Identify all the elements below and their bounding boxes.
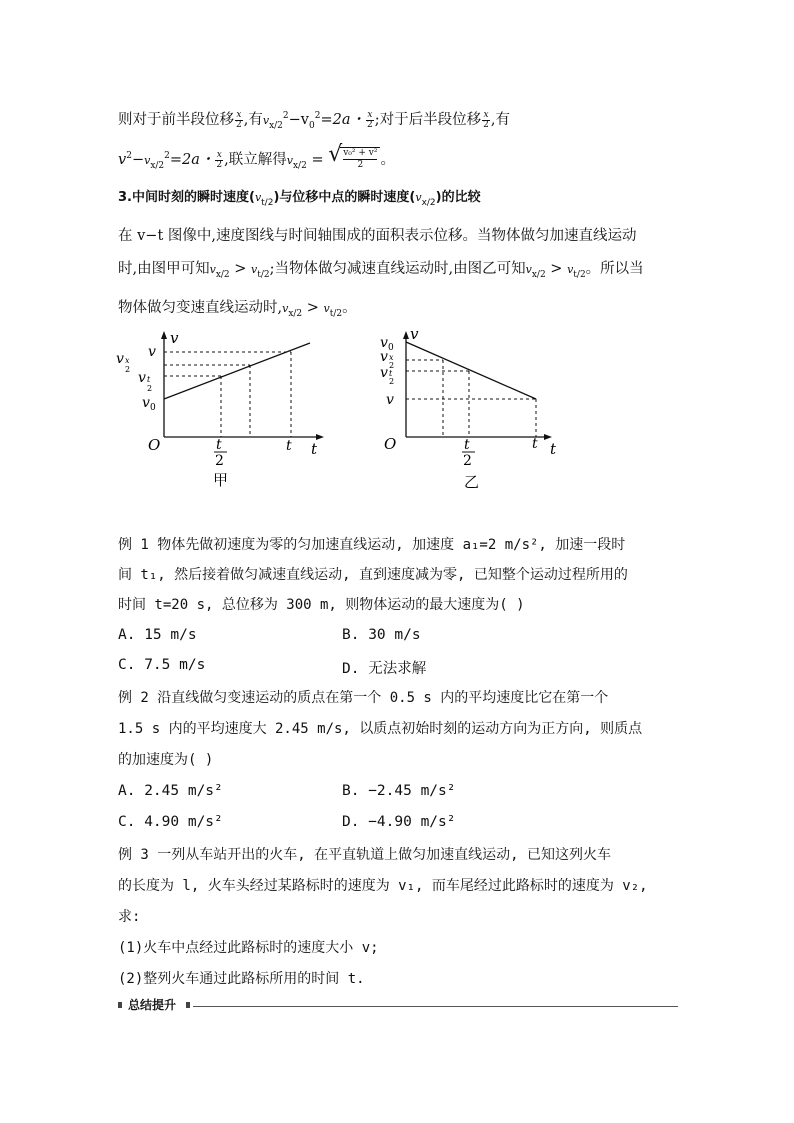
tick-vx2-sub: x — [125, 356, 130, 365]
text: −v — [288, 112, 309, 128]
summary-label: 总结提升 — [128, 998, 177, 1012]
intro-line-2: $v^2-v_{x/2}^2=2a$・ $\frac{x}{2}$ ,联立解得$v_{x/2}$ = √ $\frac{\text{v₀² + v²}}{2}$ 。 — [118, 142, 395, 171]
ex2-line-2: 1.5 s 内的平均速度大 2.45 m/s, 以质点初始时刻的运动方向为正方向, 则质点 — [118, 721, 643, 737]
x-label: t — [311, 440, 318, 458]
tick-vt2-sub: t — [147, 375, 151, 384]
text: − — [131, 152, 145, 168]
tick-vx2: v — [380, 349, 388, 365]
summary-divider — [118, 998, 678, 1012]
ex2-line-1: 例 2 沿直线做匀变速运动的质点在第一个 0.5 s 内的平均速度比它在第一个 — [118, 690, 609, 706]
text: > — [229, 261, 252, 277]
text: 时,由图甲可知 — [118, 261, 210, 277]
tick-t: t — [286, 438, 292, 454]
frac-x-2: $\frac{x}{2}$ — [236, 109, 242, 130]
tick-t2-den: 2 — [463, 453, 472, 469]
text: 。 — [342, 300, 357, 316]
x-arrow-icon — [316, 434, 324, 440]
caption-yi: 乙 — [464, 473, 480, 491]
tick-t2-den: 2 — [215, 453, 224, 469]
ex3-question-2: (2)整列火车通过此路标所用的时间 t. — [118, 971, 365, 987]
text: )与位移中点的瞬时速度( — [273, 190, 416, 205]
figure-jia — [110, 325, 340, 495]
sqrt-denominator: 2 — [357, 160, 364, 170]
text: > — [545, 261, 568, 277]
ex3-line-3: 求: — [118, 909, 141, 925]
text: =2a・ — [169, 152, 215, 168]
sqrt-expression: √ $\frac{\text{v₀² + v²}}{2}$ — [328, 147, 380, 173]
ex2-option-b[interactable]: B. −2.45 m/s² — [342, 783, 456, 799]
ex1-option-a[interactable]: A. 15 m/s — [118, 627, 197, 643]
tick-v0-sub: 0 — [388, 343, 394, 353]
ex1-line-3: 时间 t=20 s, 总位移为 300 m, 则物体运动的最大速度为( ) — [118, 597, 525, 613]
frac-x-2d: $\frac{x}{2}$ — [216, 149, 223, 170]
tick-vx2-sub2: 2 — [125, 365, 131, 374]
text: 。 — [380, 152, 395, 168]
ex1-option-c[interactable]: C. 7.5 m/s — [118, 657, 206, 673]
ex1-line-1: 例 1 物体先做初速度为零的匀加速直线运动, 加速度 a₁=2 m/s², 加速一段时 — [118, 537, 626, 553]
v-symbol: v — [118, 152, 127, 168]
sqrt-numerator: v₀² + v² — [343, 148, 378, 158]
text: 。所以当 — [585, 261, 644, 277]
text: 3.中间时刻的瞬时速度( — [118, 190, 255, 205]
tick-vx2-sub2: 2 — [389, 361, 395, 370]
ex3-line-1: 例 3 一列从车站开出的火车, 在平直轨道上做匀加速直线运动, 已知这列火车 — [118, 847, 611, 863]
text: 则对于前半段位移 — [118, 112, 234, 128]
section-3-heading: 3.中间时刻的瞬时速度$(v_{t/2})$与位移中点的瞬时速度$(v_{x/2})$的比较 — [118, 190, 481, 208]
tick-vt2: v — [380, 365, 388, 381]
y-label: v — [170, 329, 179, 347]
tick-vt2-sub2: 2 — [389, 377, 395, 386]
ex1-option-d[interactable]: D. 无法求解 — [342, 661, 427, 677]
square-icon — [118, 1002, 122, 1008]
tick-v0: v — [380, 335, 388, 351]
origin: O — [148, 436, 161, 454]
caption-jia: 甲 — [213, 471, 229, 489]
figure-yi — [372, 325, 572, 495]
frac-x-2c: $\frac{x}{2}$ — [483, 109, 489, 130]
square-icon — [186, 1002, 190, 1008]
text: > — [302, 300, 324, 316]
text: ,有 — [490, 112, 510, 128]
text: ;当物体做匀减速直线运动时,由图乙可知 — [269, 261, 526, 277]
tick-vt2: v — [138, 370, 146, 386]
y-arrow-icon — [403, 331, 409, 339]
y-arrow-icon — [161, 331, 167, 339]
tick-v0: v — [142, 395, 150, 411]
text: =2a・ — [320, 112, 365, 128]
text: ,有 — [243, 112, 263, 128]
tick-vt2-sub2: 2 — [147, 384, 153, 393]
tick-v: v — [148, 344, 156, 360]
tick-t2-num: t — [464, 437, 470, 453]
text: ;对于后半段位移 — [374, 112, 482, 128]
section-3-para-2: 时,由图甲可知$v_{x/2} > v_{t/2}$;当物体做匀减速直线运动时,由图乙可知$v_{x/2} > v_{t/2}$。所以当 — [118, 261, 644, 280]
divider-rule — [193, 1006, 678, 1007]
section-3-para-3: 物体做匀变速直线运动时$,v_{x/2} > v_{t/2}$。 — [118, 300, 357, 319]
v-symbol: v — [262, 114, 270, 127]
tick-vt2-sub: t — [389, 369, 393, 378]
tick-v: v — [386, 392, 394, 408]
intro-line-1: 则对于前半段位移 $\frac{x}{2}$ ,有$v_{x/2}^2-v_0^2=2a$・ $\frac{x}{2}$ ;对于后半段位移 $\frac{x}{2}$ ,有 — [118, 109, 510, 131]
origin: O — [384, 435, 397, 453]
ex1-option-b[interactable]: B. 30 m/s — [342, 627, 421, 643]
tick-t: t — [532, 436, 538, 452]
velocity-line — [164, 343, 310, 399]
tick-vx2: v — [116, 351, 124, 367]
frac-x-2b: $\frac{x}{2}$ — [366, 109, 373, 130]
ex2-line-3: 的加速度为( ) — [118, 752, 214, 768]
text: 物体做匀变速直线运动时, — [118, 300, 283, 316]
section-3-para-1: 在 v−t 图像中,速度图线与时间轴围成的面积表示位移。当物体做匀加速直线运动 — [118, 228, 637, 244]
ex2-option-c[interactable]: C. 4.90 m/s² — [118, 814, 223, 830]
y-label: v — [410, 325, 419, 343]
ex2-option-d[interactable]: D. −4.90 m/s² — [342, 814, 456, 830]
text: )的比较 — [435, 190, 481, 205]
tick-vx2-sub: x — [389, 353, 394, 362]
ex3-line-2: 的长度为 l, 火车头经过某路标时的速度为 v₁, 而车尾经过此路标时的速度为 v₂, — [118, 878, 648, 894]
ex1-line-2: 间 t₁, 然后接着做匀减速直线运动, 直到速度减为零, 已知整个运动过程所用的 — [118, 567, 628, 583]
ex3-question-1: (1)火车中点经过此路标时的速度大小 v; — [118, 940, 379, 956]
equals: = — [311, 152, 324, 168]
tick-v0-sub: 0 — [150, 403, 156, 413]
tick-t2-num: t — [216, 437, 222, 453]
ex2-option-a[interactable]: A. 2.45 m/s² — [118, 783, 223, 799]
text: ,联立解得 — [224, 152, 287, 168]
x-label: t — [550, 440, 557, 458]
